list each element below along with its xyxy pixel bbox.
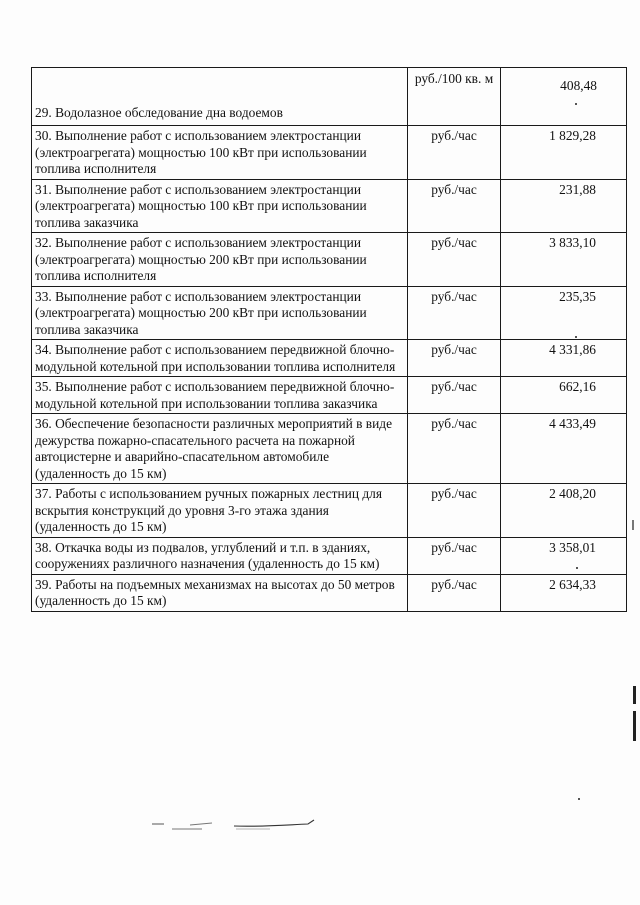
- signature-mark: [150, 812, 320, 832]
- unit-cell: руб./100 кв. м: [408, 68, 501, 126]
- table-row: [32, 537, 627, 574]
- scan-edge-mark: [633, 686, 636, 704]
- table-row: [32, 484, 627, 538]
- service-description: 35. Выполнение работ с использованием передвижной блочно-модульной котельной при использовании топлива заказчика: [32, 377, 408, 414]
- price-cell: 408,48: [501, 68, 627, 126]
- service-description: 37. Работы с использованием ручных пожарных лестниц для вскрытия конструкций до уровня 3-го этажа здания (удаленность до 15 км): [32, 484, 408, 538]
- price-table-body: [32, 68, 627, 612]
- service-description: 39. Работы на подъемных механизмах на высотах до 50 метров (удаленность до 15 км): [32, 574, 408, 611]
- price-cell: 4 433,49: [501, 414, 627, 484]
- table-row: [32, 377, 627, 414]
- service-description: 30. Выполнение работ с использованием электростанции (электроагрегата) мощностью 100 кВт при использовании топлива исполнителя: [32, 126, 408, 180]
- price-cell: 1 829,28: [501, 126, 627, 180]
- price-cell: 231,88: [501, 179, 627, 233]
- unit-cell: руб./час: [408, 377, 501, 414]
- price-cell: 662,16: [501, 377, 627, 414]
- price-cell: 2 634,33: [501, 574, 627, 611]
- unit-cell: руб./час: [408, 574, 501, 611]
- unit-cell: руб./час: [408, 340, 501, 377]
- price-cell: 3 833,10: [501, 233, 627, 287]
- price-table: [31, 67, 627, 612]
- service-description: 32. Выполнение работ с использованием электростанции (электроагрегата) мощностью 200 кВт при использовании топлива исполнителя: [32, 233, 408, 287]
- unit-cell: руб./час: [408, 126, 501, 180]
- service-description: 36. Обеспечение безопасности различных мероприятий в виде дежурства пожарно-спасательного расчета на пожарной автоцистерне и аварийно-спасательном автомобиле (удаленность до 15 км): [32, 414, 408, 484]
- scan-speck: [578, 798, 580, 800]
- table-row: [32, 68, 627, 126]
- unit-cell: руб./час: [408, 233, 501, 287]
- unit-cell: руб./час: [408, 286, 501, 340]
- price-cell: 4 331,86: [501, 340, 627, 377]
- table-row: [32, 179, 627, 233]
- unit-cell: руб./час: [408, 484, 501, 538]
- table-row: [32, 414, 627, 484]
- scan-speck: [575, 336, 577, 338]
- unit-cell: руб./час: [408, 414, 501, 484]
- scan-edge-mark: [633, 711, 636, 741]
- table-row: [32, 340, 627, 377]
- service-description: 33. Выполнение работ с использованием электростанции (электроагрегата) мощностью 200 кВт при использовании топлива заказчика: [32, 286, 408, 340]
- table-row: [32, 233, 627, 287]
- scan-edge-mark: [632, 520, 634, 530]
- service-description: 38. Откачка воды из подвалов, углублений и т.п. в зданиях, сооружениях различного назначения (удаленность до 15 км): [32, 537, 408, 574]
- table-row: [32, 126, 627, 180]
- price-cell: 2 408,20: [501, 484, 627, 538]
- service-description: 29. Водолазное обследование дна водоемов: [32, 68, 408, 126]
- price-cell: 3 358,01: [501, 537, 627, 574]
- price-cell: 235,35: [501, 286, 627, 340]
- table-row: [32, 286, 627, 340]
- scan-speck: [576, 567, 578, 569]
- table-row: [32, 574, 627, 611]
- service-description: 34. Выполнение работ с использованием передвижной блочно-модульной котельной при использовании топлива исполнителя: [32, 340, 408, 377]
- service-description: 31. Выполнение работ с использованием электростанции (электроагрегата) мощностью 100 кВт при использовании топлива заказчика: [32, 179, 408, 233]
- unit-cell: руб./час: [408, 179, 501, 233]
- unit-cell: руб./час: [408, 537, 501, 574]
- scan-speck: [575, 103, 577, 105]
